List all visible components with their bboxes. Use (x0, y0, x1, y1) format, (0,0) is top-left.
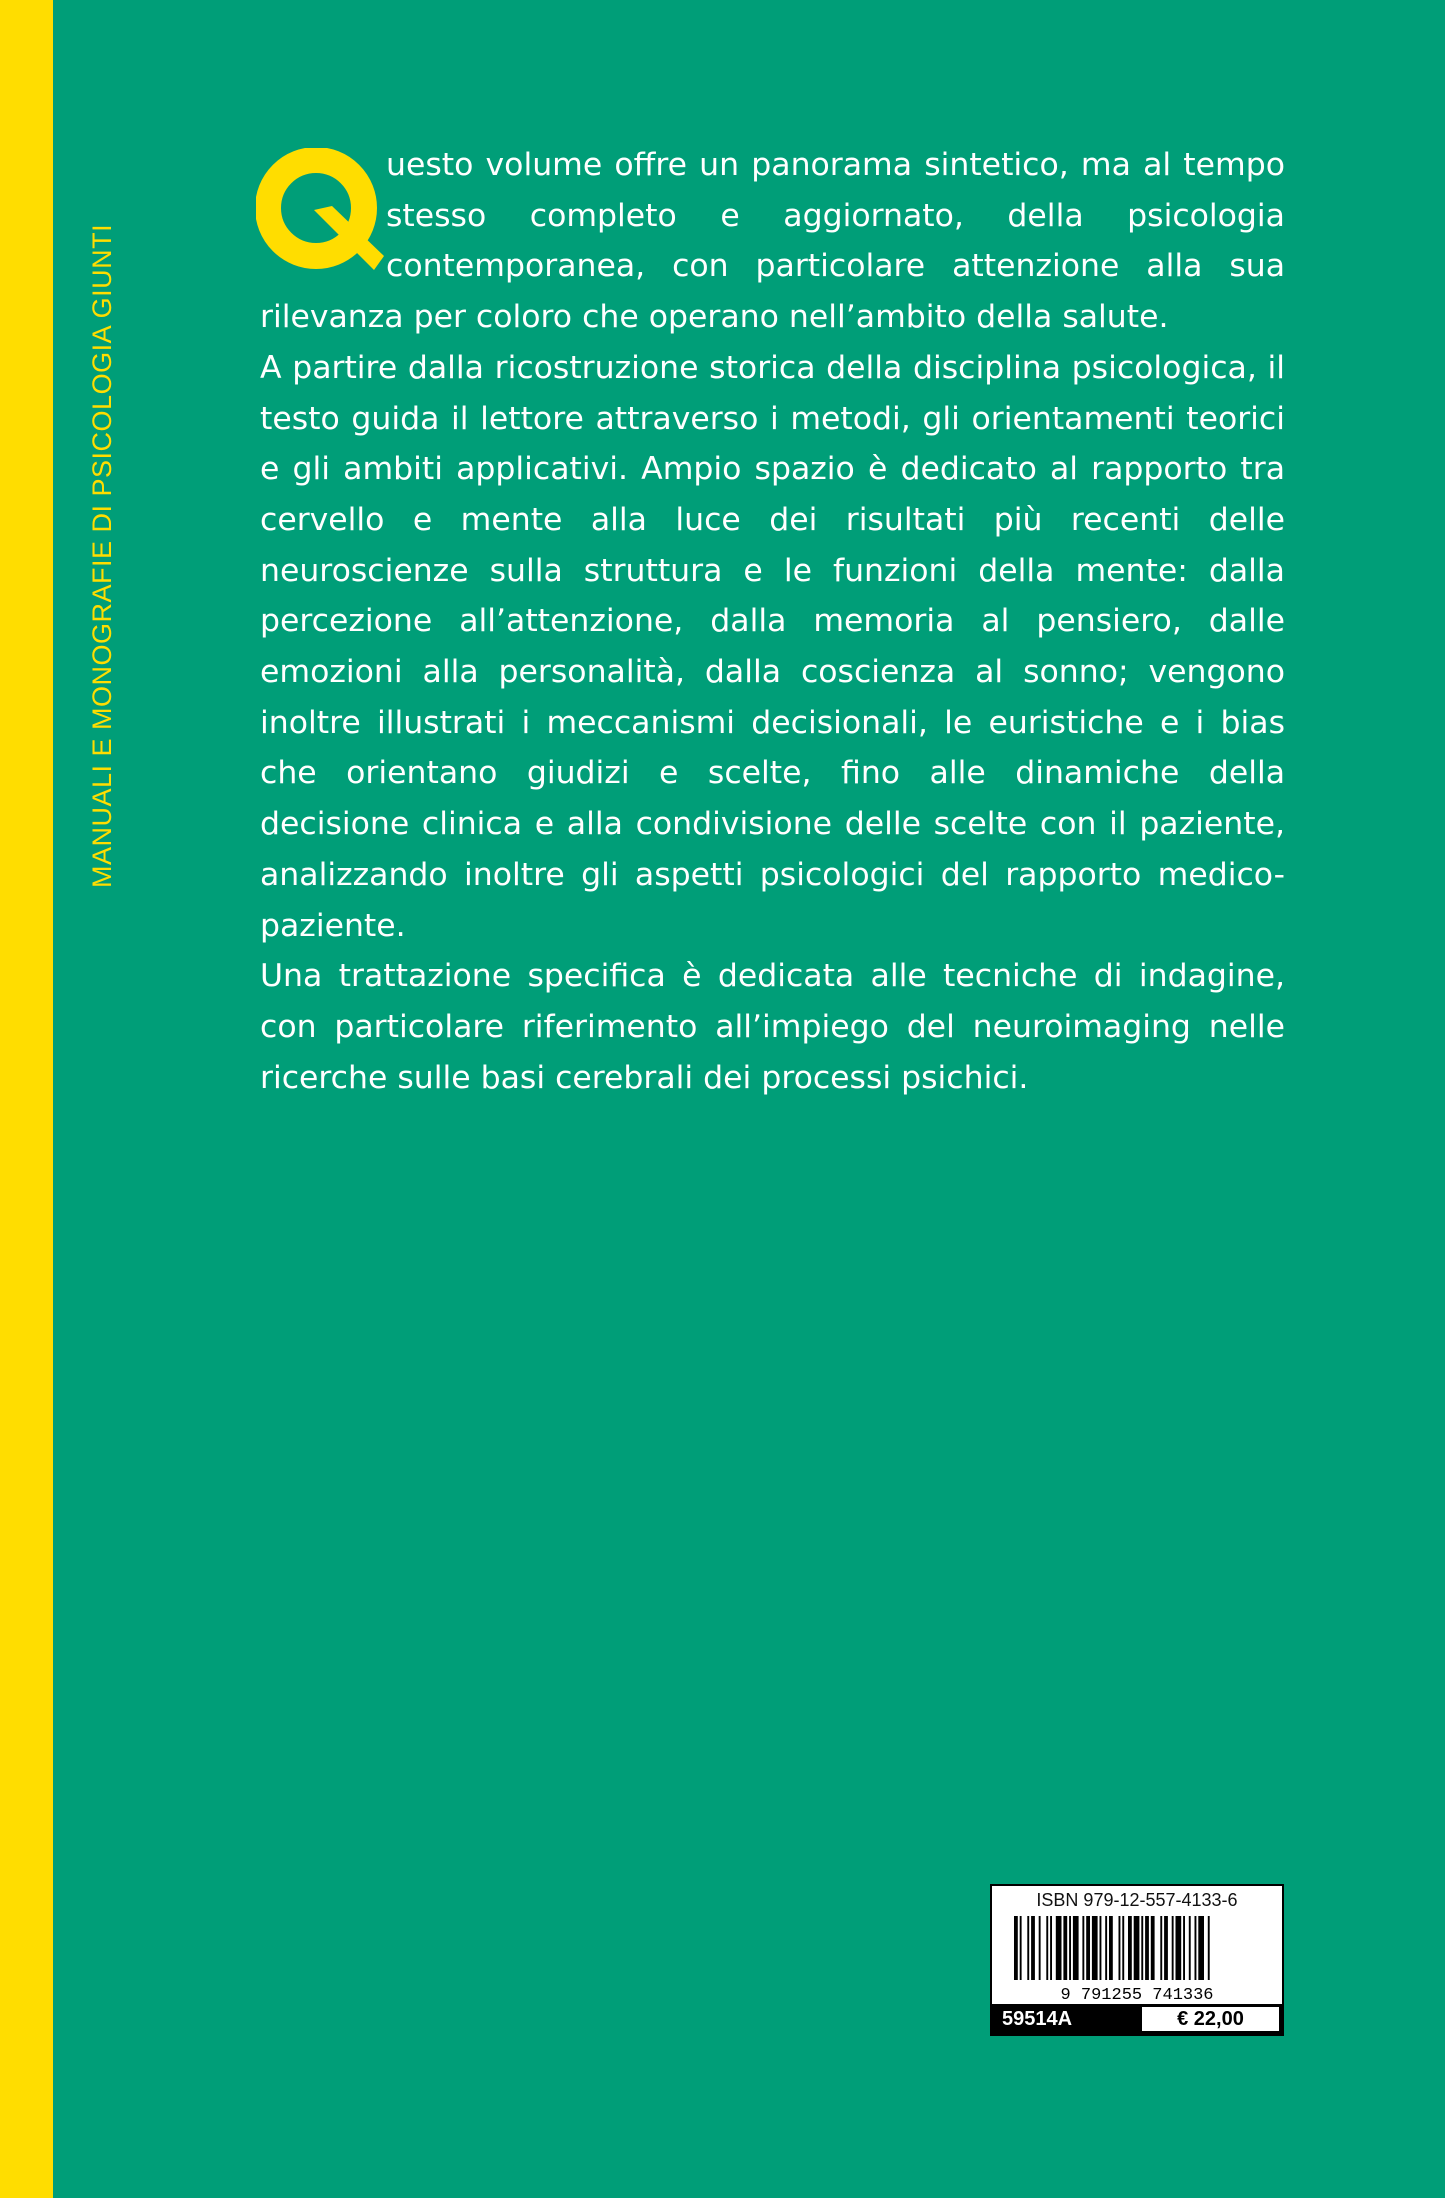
back-cover-blurb (260, 140, 1285, 1103)
blurb-paragraph-2: A partire dalla ricostruzione storica della disciplina psicologica, il testo guida il lettore attraverso i metodi, gli orientamenti teorici e gli ambiti applicativi. Ampio spazio è dedicato al rapporto tra cervello e mente alla luce dei risultati più recenti delle neuroscienze sulla struttura e le funzioni della mente: dalla percezione all’attenzione, dalla memoria al pensiero, dalle emozioni alla personalità, dalla coscienza al sonno; vengono inoltre illustrati i meccanismi decisionali, le euristiche e i bias che orientano giudizi e scelte, fino alle dinamiche della decisione clinica e alla condivisione delle scelte con il paziente, analizzando inoltre gli aspetti psicologici del rapporto medico-paziente. (260, 349, 1285, 944)
barcode-bar (1172, 1916, 1174, 1980)
barcode-bar (1082, 1916, 1084, 1980)
barcode-graphic (996, 1914, 1278, 2002)
barcode-bar (1176, 1916, 1182, 1980)
barcode-bar (1056, 1916, 1062, 1980)
product-code: 59514A (1002, 2007, 1073, 2030)
price: € 22,00 (1142, 2007, 1279, 2031)
barcode-bar (1014, 1916, 1018, 1980)
yellow-spine-strip (0, 0, 53, 2198)
barcode-bar (1198, 1916, 1204, 1980)
barcode-bar (1122, 1916, 1124, 1980)
barcode-label (990, 1884, 1284, 2036)
barcode-bar (1073, 1916, 1079, 1980)
barcode-bar (1134, 1916, 1140, 1980)
barcode-bar (1092, 1916, 1098, 1980)
blurb-paragraph-1 (260, 140, 1285, 343)
barcode-bar (1027, 1916, 1029, 1980)
isbn-text: ISBN 979-12-557-4133-6 (1036, 1890, 1238, 1910)
price-bar (992, 2004, 1282, 2034)
barcode-bar (1164, 1916, 1168, 1980)
barcode-bar (1208, 1916, 1210, 1980)
barcode-bar (1119, 1916, 1121, 1980)
barcode-bar (1145, 1916, 1149, 1980)
barcode-bar (1050, 1916, 1052, 1980)
barcode-bar (1141, 1916, 1143, 1980)
barcode-bar (1039, 1916, 1041, 1980)
barcode-bar (1063, 1916, 1067, 1980)
drop-cap-q (256, 148, 386, 273)
barcode-bar (1109, 1916, 1113, 1980)
barcode-bar (1183, 1916, 1185, 1980)
series-label: MANUALI E MONOGRAFIE DI PSICOLOGIA GIUNTI (87, 223, 117, 888)
blurb-paragraph-1-text: uesto volume offre un panorama sintetico, ma al tempo stesso completo e aggiornato, della psicologia contemporanea, con particolare attenzione alla sua rilevanza per coloro che operano nell’ambito della salute. (260, 147, 1285, 336)
barcode-bar (1100, 1916, 1102, 1980)
barcode-bar (1189, 1916, 1191, 1980)
barcode-bar (1160, 1916, 1162, 1980)
barcode-bar (1195, 1916, 1197, 1980)
blurb-paragraph-3: Una trattazione specifica è dedicata alle tecniche di indagine, con particolare riferimento all’impiego del neuroimaging nelle ricerche sulle basi cerebrali dei processi psichici. (260, 958, 1285, 1096)
barcode-bar (1046, 1916, 1048, 1980)
barcode-bar (1069, 1916, 1071, 1980)
barcode-digits: 9 791255 741336 (1060, 1986, 1214, 2002)
barcode-bar (1020, 1916, 1022, 1980)
barcode-bar (1086, 1916, 1090, 1980)
barcode-bar (1105, 1916, 1107, 1980)
barcode-bar (1128, 1916, 1132, 1980)
barcode-bar (1151, 1916, 1155, 1980)
barcode-bar (1031, 1916, 1035, 1980)
